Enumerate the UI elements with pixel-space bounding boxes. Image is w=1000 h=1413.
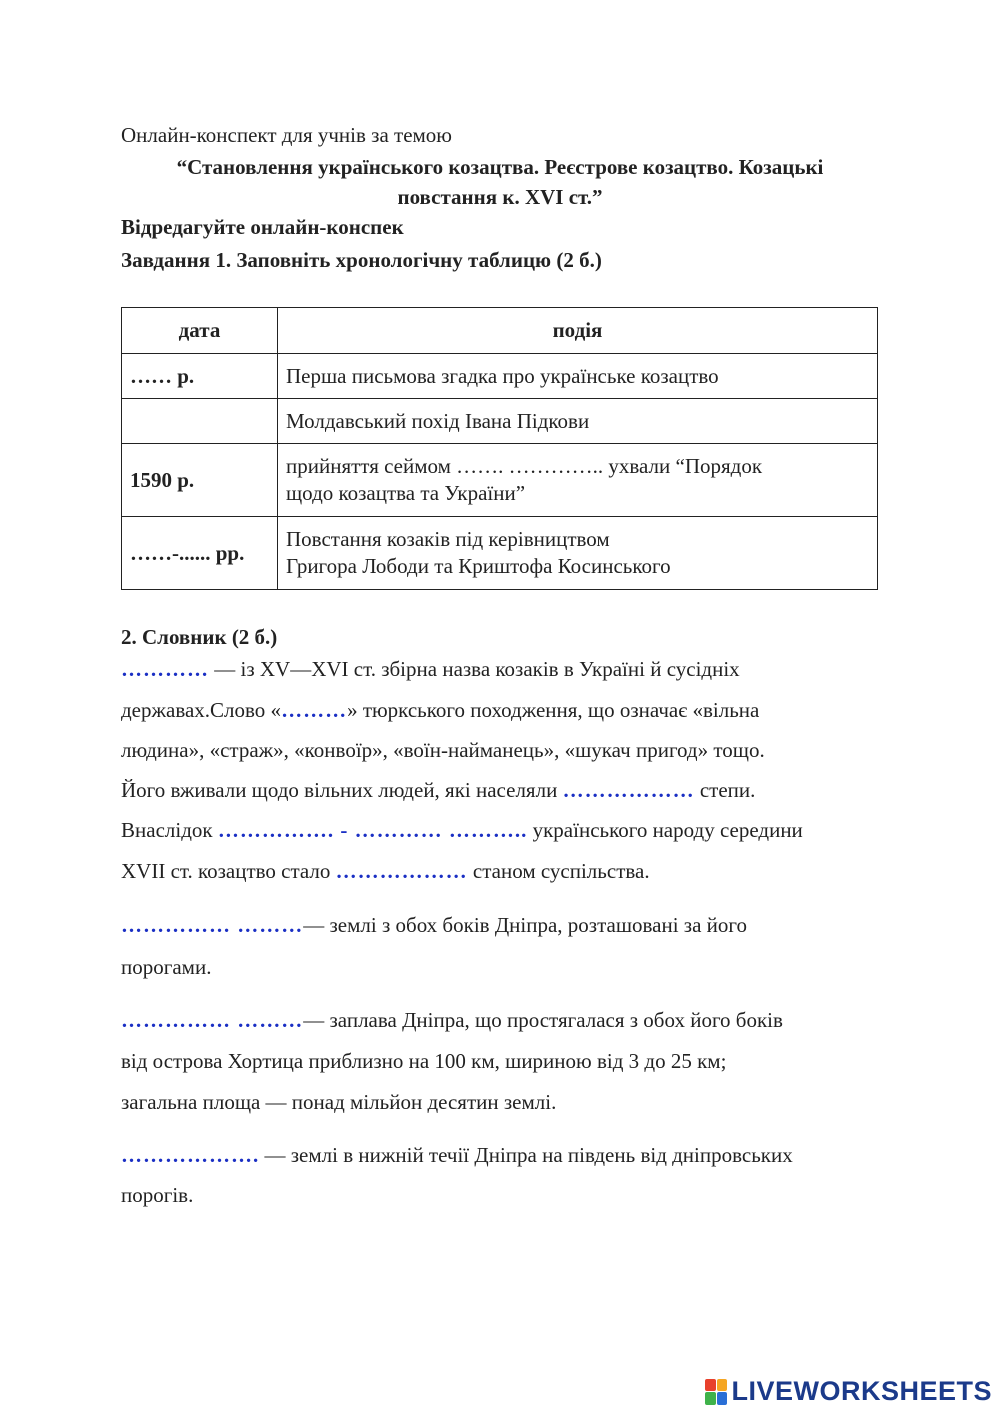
table-row xyxy=(122,399,878,444)
date-cell[interactable] xyxy=(122,399,278,444)
text: державах.Слово « xyxy=(121,698,282,722)
chronology-table xyxy=(121,307,878,590)
table-header-row xyxy=(122,308,878,354)
event-cell xyxy=(278,517,878,590)
text: — землі в нижній течії Дніпра на південь від дніпровських xyxy=(259,1143,793,1167)
blank-field[interactable]: ………… xyxy=(121,657,209,681)
event-text: Перша письмова згадка про українське козацтво xyxy=(286,363,719,388)
text: степи. xyxy=(694,778,756,802)
dictionary-p1-line3: людина», «страж», «конвоїр», «воїн-найманець», «шукач пригод» тощо. xyxy=(121,738,765,762)
blank-field[interactable]: …………… ……… xyxy=(121,1008,304,1032)
table-row xyxy=(122,517,878,590)
dictionary-p4-line1 xyxy=(121,1143,793,1168)
topic-title-line1: “Становлення українського козацтва. Реєстрове козацтво. Козацькі xyxy=(176,155,824,179)
dictionary-p3-line2: від острова Хортица приблизно на 100 км, шириною від 3 до 25 км; xyxy=(121,1049,727,1073)
intro-text: Онлайн-конспект для учнів за темою xyxy=(121,123,452,147)
liveworksheets-logo xyxy=(705,1376,992,1407)
text: — заплава Дніпра, що простягалася з обох його боків xyxy=(303,1008,783,1032)
dictionary-p2-line2: порогами. xyxy=(121,955,212,979)
blank-field[interactable]: ………………. xyxy=(121,1143,260,1167)
dictionary-p1-line4 xyxy=(121,778,755,803)
dictionary-p4-line2: порогів. xyxy=(121,1183,194,1207)
logo-square xyxy=(705,1379,716,1392)
text: Його вживали щодо вільних людей, які населяли xyxy=(121,778,563,802)
blank-field[interactable]: …………… ……… xyxy=(121,913,304,937)
event-cell xyxy=(278,354,878,399)
event-text-line1: прийняття сеймом ……. ………….. ухвали “Порядок xyxy=(286,454,763,478)
blank-field[interactable]: ……………… xyxy=(562,778,695,802)
date-cell[interactable]: ……-...... рр. xyxy=(122,517,278,590)
blank-field[interactable]: ……………… xyxy=(335,859,468,883)
text: XVII ст. козацтво стало xyxy=(121,859,336,883)
event-cell xyxy=(278,399,878,444)
event-text-line2: Григора Лободи та Криштофа Косинського xyxy=(286,554,671,578)
dictionary-heading: 2. Словник (2 б.) xyxy=(121,625,278,649)
table-row xyxy=(122,354,878,399)
event-text-line1: Повстання козаків під керівництвом xyxy=(286,527,610,551)
text: — із XV—XVI ст. збірна назва козаків в Україні й сусідніх xyxy=(209,657,740,681)
column-header-date: дата xyxy=(122,308,278,354)
text: українського народу середини xyxy=(527,818,803,842)
logo-square xyxy=(717,1379,728,1392)
instruction-text: Відредагуйте онлайн-конспек xyxy=(121,215,404,239)
dictionary-p1-line1 xyxy=(121,657,740,682)
date-cell[interactable]: …… р. xyxy=(122,354,278,399)
table-row xyxy=(122,444,878,517)
text: Внаслідок xyxy=(121,818,218,842)
logo-square xyxy=(705,1392,716,1405)
text: станом суспільства. xyxy=(467,859,650,883)
blank-field[interactable]: ……………. - ………… ……….. xyxy=(217,818,528,842)
logo-text: LIVEWORKSHEETS xyxy=(731,1376,992,1406)
column-header-event: подія xyxy=(278,308,878,354)
topic-title-line2: повстання к. XVI ст.” xyxy=(397,185,603,209)
dictionary-p1-line5 xyxy=(121,818,803,843)
text: — землі з обох боків Дніпра, розташовані за його xyxy=(303,913,747,937)
event-text: Молдавський похід Івана Підкови xyxy=(286,408,590,433)
event-text-line2: щодо козацтва та України” xyxy=(286,481,526,505)
dictionary-p1-line2 xyxy=(121,698,759,723)
dictionary-p1-line6 xyxy=(121,859,650,884)
blank-field[interactable]: ……… xyxy=(281,698,348,722)
dictionary-p3-line3: загальна площа — понад мільйон десятин землі. xyxy=(121,1090,557,1114)
task1-heading: Завдання 1. Заповніть хронологічну таблицю (2 б.) xyxy=(121,248,602,272)
dictionary-p3-line1 xyxy=(121,1008,783,1033)
event-cell[interactable] xyxy=(278,444,878,517)
logo-square xyxy=(717,1392,728,1405)
liveworksheets-logo-icon xyxy=(705,1379,727,1405)
date-cell: 1590 р. xyxy=(122,444,278,517)
dictionary-p2-line1 xyxy=(121,913,747,938)
text: » тюркського походження, що означає «вільна xyxy=(347,698,760,722)
